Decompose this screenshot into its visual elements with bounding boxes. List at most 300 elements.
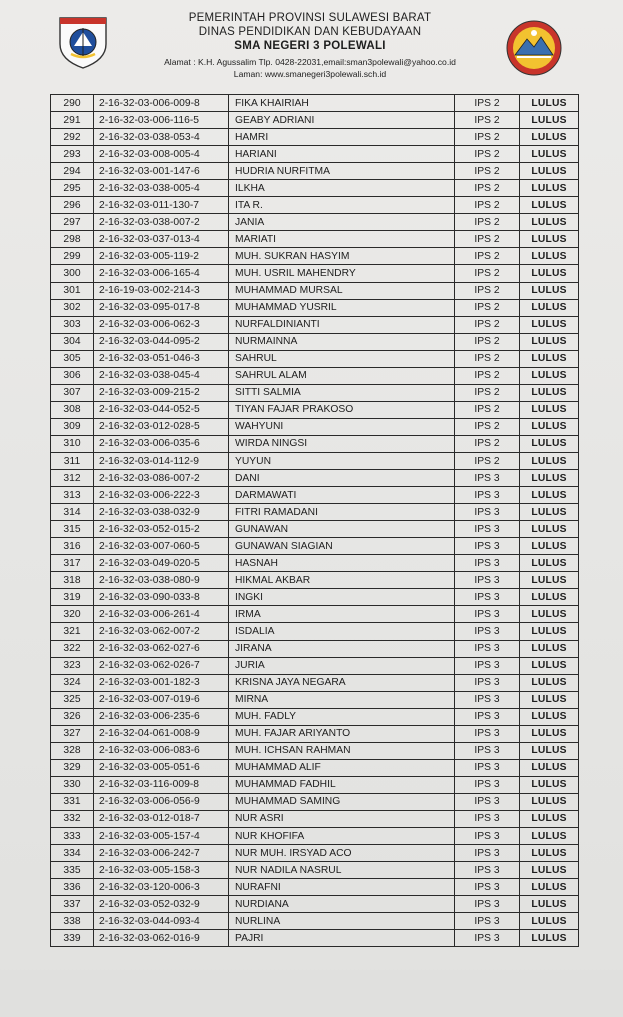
- row-number-cell: 301: [51, 282, 94, 299]
- row-number-cell: 309: [51, 418, 94, 435]
- row-number-cell: 314: [51, 504, 94, 521]
- student-id-cell: 2-16-32-03-006-261-4: [94, 606, 229, 623]
- status-cell: LULUS: [520, 367, 579, 384]
- student-id-cell: 2-16-32-03-011-130-7: [94, 197, 229, 214]
- student-id-cell: 2-16-32-03-007-060-5: [94, 538, 229, 555]
- status-cell: LULUS: [520, 452, 579, 469]
- row-number-cell: 300: [51, 265, 94, 282]
- table-row: [51, 487, 579, 504]
- status-cell: LULUS: [520, 862, 579, 879]
- student-id-cell: 2-16-32-03-044-093-4: [94, 913, 229, 930]
- student-id-cell: 2-16-32-03-001-147-6: [94, 163, 229, 180]
- status-cell: LULUS: [520, 555, 579, 572]
- row-number-cell: 316: [51, 538, 94, 555]
- student-name-cell: HARIANI: [229, 146, 455, 163]
- student-name-cell: GEABY ADRIANI: [229, 112, 455, 129]
- status-cell: LULUS: [520, 95, 579, 112]
- header-website: Laman: www.smanegeri3polewali.sch.id: [233, 69, 387, 79]
- status-cell: LULUS: [520, 913, 579, 930]
- class-cell: IPS 2: [455, 367, 520, 384]
- student-name-cell: YUYUN: [229, 452, 455, 469]
- row-number-cell: 334: [51, 845, 94, 862]
- class-cell: IPS 2: [455, 265, 520, 282]
- class-cell: IPS 2: [455, 95, 520, 112]
- table-row: [51, 776, 579, 793]
- row-number-cell: 326: [51, 708, 94, 725]
- row-number-cell: 308: [51, 401, 94, 418]
- student-name-cell: MUH. SUKRAN HASYIM: [229, 248, 455, 265]
- student-id-cell: 2-16-32-03-095-017-8: [94, 299, 229, 316]
- status-cell: LULUS: [520, 146, 579, 163]
- class-cell: IPS 3: [455, 759, 520, 776]
- class-cell: IPS 2: [455, 214, 520, 231]
- student-name-cell: MUH. FADLY: [229, 708, 455, 725]
- letterhead: [0, 0, 623, 92]
- row-number-cell: 335: [51, 862, 94, 879]
- student-id-cell: 2-16-32-03-116-009-8: [94, 776, 229, 793]
- class-cell: IPS 2: [455, 299, 520, 316]
- student-id-cell: 2-16-32-03-007-019-6: [94, 691, 229, 708]
- class-cell: IPS 3: [455, 691, 520, 708]
- row-number-cell: 333: [51, 828, 94, 845]
- table-row: [51, 333, 579, 350]
- student-id-cell: 2-16-32-03-051-046-3: [94, 350, 229, 367]
- class-cell: IPS 3: [455, 572, 520, 589]
- table-row: [51, 231, 579, 248]
- student-id-cell: 2-16-32-03-006-035-6: [94, 435, 229, 452]
- student-name-cell: NURFALDINIANTI: [229, 316, 455, 333]
- student-name-cell: GUNAWAN: [229, 521, 455, 538]
- student-id-cell: 2-16-32-03-012-018-7: [94, 810, 229, 827]
- row-number-cell: 306: [51, 367, 94, 384]
- row-number-cell: 338: [51, 913, 94, 930]
- graduation-table-wrapper: [50, 94, 579, 947]
- class-cell: IPS 3: [455, 640, 520, 657]
- student-name-cell: ISDALIA: [229, 623, 455, 640]
- class-cell: IPS 2: [455, 231, 520, 248]
- row-number-cell: 312: [51, 470, 94, 487]
- status-cell: LULUS: [520, 640, 579, 657]
- row-number-cell: 330: [51, 776, 94, 793]
- table-row: [51, 538, 579, 555]
- student-id-cell: 2-16-32-03-038-045-4: [94, 367, 229, 384]
- status-cell: LULUS: [520, 845, 579, 862]
- student-name-cell: HUDRIA NURFITMA: [229, 163, 455, 180]
- table-row: [51, 862, 579, 879]
- row-number-cell: 323: [51, 657, 94, 674]
- student-id-cell: 2-16-32-03-006-222-3: [94, 487, 229, 504]
- student-name-cell: MARIATI: [229, 231, 455, 248]
- student-name-cell: MIRNA: [229, 691, 455, 708]
- student-name-cell: MUHAMMAD SAMING: [229, 793, 455, 810]
- class-cell: IPS 3: [455, 742, 520, 759]
- status-cell: LULUS: [520, 879, 579, 896]
- row-number-cell: 328: [51, 742, 94, 759]
- student-id-cell: 2-16-32-03-086-007-2: [94, 470, 229, 487]
- table-row: [51, 214, 579, 231]
- graduation-table: [50, 94, 579, 947]
- student-name-cell: SAHRUL ALAM: [229, 367, 455, 384]
- table-row: [51, 555, 579, 572]
- student-name-cell: NUR NADILA NASRUL: [229, 862, 455, 879]
- status-cell: LULUS: [520, 674, 579, 691]
- table-row: [51, 282, 579, 299]
- table-row: [51, 828, 579, 845]
- status-cell: LULUS: [520, 112, 579, 129]
- status-cell: LULUS: [520, 810, 579, 827]
- student-name-cell: MUHAMMAD ALIF: [229, 759, 455, 776]
- table-row: [51, 793, 579, 810]
- status-cell: LULUS: [520, 793, 579, 810]
- table-row: [51, 572, 579, 589]
- student-name-cell: ITA R.: [229, 197, 455, 214]
- class-cell: IPS 3: [455, 623, 520, 640]
- student-id-cell: 2-16-32-03-062-027-6: [94, 640, 229, 657]
- class-cell: IPS 3: [455, 589, 520, 606]
- class-cell: IPS 2: [455, 282, 520, 299]
- student-name-cell: INGKI: [229, 589, 455, 606]
- table-row: [51, 435, 579, 452]
- class-cell: IPS 3: [455, 930, 520, 947]
- table-row: [51, 452, 579, 469]
- class-cell: IPS 2: [455, 163, 520, 180]
- class-cell: IPS 3: [455, 828, 520, 845]
- class-cell: IPS 3: [455, 708, 520, 725]
- student-id-cell: 2-16-32-03-006-242-7: [94, 845, 229, 862]
- row-number-cell: 305: [51, 350, 94, 367]
- status-cell: LULUS: [520, 896, 579, 913]
- table-row: [51, 95, 579, 112]
- page-bottom-margin: [0, 970, 623, 1017]
- row-number-cell: 299: [51, 248, 94, 265]
- student-id-cell: 2-16-32-03-120-006-3: [94, 879, 229, 896]
- table-row: [51, 384, 579, 401]
- student-name-cell: KRISNA JAYA NEGARA: [229, 674, 455, 691]
- class-cell: IPS 2: [455, 197, 520, 214]
- row-number-cell: 294: [51, 163, 94, 180]
- status-cell: LULUS: [520, 589, 579, 606]
- header-line-school: SMA NEGERI 3 POLEWALI: [234, 40, 386, 52]
- table-row: [51, 589, 579, 606]
- province-emblem-icon: [54, 14, 112, 70]
- row-number-cell: 321: [51, 623, 94, 640]
- student-id-cell: 2-16-32-03-005-051-6: [94, 759, 229, 776]
- student-id-cell: 2-16-32-03-012-028-5: [94, 418, 229, 435]
- header-line-department: DINAS PENDIDIKAN DAN KEBUDAYAAN: [198, 26, 422, 38]
- table-row: [51, 623, 579, 640]
- student-id-cell: 2-16-32-03-014-112-9: [94, 452, 229, 469]
- student-id-cell: 2-16-32-03-062-026-7: [94, 657, 229, 674]
- table-row: [51, 879, 579, 896]
- student-name-cell: ILKHA: [229, 180, 455, 197]
- table-row: [51, 367, 579, 384]
- row-number-cell: 327: [51, 725, 94, 742]
- row-number-cell: 310: [51, 435, 94, 452]
- student-name-cell: DARMAWATI: [229, 487, 455, 504]
- status-cell: LULUS: [520, 776, 579, 793]
- student-name-cell: NURLINA: [229, 913, 455, 930]
- school-logo-icon: [503, 19, 565, 77]
- table-row: [51, 691, 579, 708]
- status-cell: LULUS: [520, 316, 579, 333]
- table-row: [51, 316, 579, 333]
- table-row: [51, 759, 579, 776]
- student-name-cell: MUH. ICHSAN RAHMAN: [229, 742, 455, 759]
- student-name-cell: NUR ASRI: [229, 810, 455, 827]
- table-row: [51, 845, 579, 862]
- row-number-cell: 322: [51, 640, 94, 657]
- student-id-cell: 2-16-19-03-002-214-3: [94, 282, 229, 299]
- class-cell: IPS 3: [455, 487, 520, 504]
- class-cell: IPS 3: [455, 913, 520, 930]
- student-name-cell: NUR MUH. IRSYAD ACO: [229, 845, 455, 862]
- table-row: [51, 418, 579, 435]
- header-address: Alamat : K.H. Agussalim Tlp. 0428-22031,email:sman3polewali@yahoo.co.id: [164, 57, 456, 67]
- row-number-cell: 304: [51, 333, 94, 350]
- row-number-cell: 318: [51, 572, 94, 589]
- student-name-cell: MUHAMMAD MURSAL: [229, 282, 455, 299]
- status-cell: LULUS: [520, 401, 579, 418]
- status-cell: LULUS: [520, 742, 579, 759]
- class-cell: IPS 2: [455, 180, 520, 197]
- class-cell: IPS 2: [455, 384, 520, 401]
- class-cell: IPS 3: [455, 896, 520, 913]
- table-row: [51, 197, 579, 214]
- status-cell: LULUS: [520, 418, 579, 435]
- row-number-cell: 298: [51, 231, 94, 248]
- class-cell: IPS 2: [455, 452, 520, 469]
- status-cell: LULUS: [520, 828, 579, 845]
- student-name-cell: WIRDA NINGSI: [229, 435, 455, 452]
- table-row: [51, 657, 579, 674]
- row-number-cell: 317: [51, 555, 94, 572]
- class-cell: IPS 2: [455, 435, 520, 452]
- class-cell: IPS 3: [455, 845, 520, 862]
- student-name-cell: GUNAWAN SIAGIAN: [229, 538, 455, 555]
- student-id-cell: 2-16-32-03-006-009-8: [94, 95, 229, 112]
- student-name-cell: DANI: [229, 470, 455, 487]
- table-row: [51, 708, 579, 725]
- student-id-cell: 2-16-32-03-052-032-9: [94, 896, 229, 913]
- class-cell: IPS 2: [455, 146, 520, 163]
- table-row: [51, 810, 579, 827]
- student-name-cell: MUH. FAJAR ARIYANTO: [229, 725, 455, 742]
- student-id-cell: 2-16-32-03-038-032-9: [94, 504, 229, 521]
- status-cell: LULUS: [520, 333, 579, 350]
- class-cell: IPS 2: [455, 350, 520, 367]
- class-cell: IPS 3: [455, 793, 520, 810]
- table-row: [51, 896, 579, 913]
- table-row: [51, 350, 579, 367]
- class-cell: IPS 2: [455, 316, 520, 333]
- student-id-cell: 2-16-32-03-038-007-2: [94, 214, 229, 231]
- status-cell: LULUS: [520, 384, 579, 401]
- row-number-cell: 303: [51, 316, 94, 333]
- status-cell: LULUS: [520, 691, 579, 708]
- table-row: [51, 129, 579, 146]
- student-id-cell: 2-16-32-03-006-056-9: [94, 793, 229, 810]
- status-cell: LULUS: [520, 487, 579, 504]
- status-cell: LULUS: [520, 725, 579, 742]
- table-row: [51, 504, 579, 521]
- row-number-cell: 315: [51, 521, 94, 538]
- status-cell: LULUS: [520, 572, 579, 589]
- student-id-cell: 2-16-32-03-005-157-4: [94, 828, 229, 845]
- row-number-cell: 311: [51, 452, 94, 469]
- row-number-cell: 324: [51, 674, 94, 691]
- row-number-cell: 336: [51, 879, 94, 896]
- status-cell: LULUS: [520, 657, 579, 674]
- student-id-cell: 2-16-32-03-052-015-2: [94, 521, 229, 538]
- class-cell: IPS 3: [455, 776, 520, 793]
- student-id-cell: 2-16-32-03-062-016-9: [94, 930, 229, 947]
- table-row: [51, 163, 579, 180]
- row-number-cell: 293: [51, 146, 94, 163]
- student-id-cell: 2-16-32-03-009-215-2: [94, 384, 229, 401]
- status-cell: LULUS: [520, 180, 579, 197]
- class-cell: IPS 3: [455, 674, 520, 691]
- table-row: [51, 913, 579, 930]
- class-cell: IPS 2: [455, 401, 520, 418]
- student-name-cell: WAHYUNI: [229, 418, 455, 435]
- status-cell: LULUS: [520, 231, 579, 248]
- student-id-cell: 2-16-32-03-005-119-2: [94, 248, 229, 265]
- student-name-cell: NURDIANA: [229, 896, 455, 913]
- student-name-cell: IRMA: [229, 606, 455, 623]
- student-id-cell: 2-16-32-03-008-005-4: [94, 146, 229, 163]
- row-number-cell: 297: [51, 214, 94, 231]
- status-cell: LULUS: [520, 163, 579, 180]
- table-row: [51, 248, 579, 265]
- row-number-cell: 325: [51, 691, 94, 708]
- row-number-cell: 291: [51, 112, 94, 129]
- row-number-cell: 320: [51, 606, 94, 623]
- table-row: [51, 930, 579, 947]
- student-id-cell: 2-16-32-03-005-158-3: [94, 862, 229, 879]
- class-cell: IPS 3: [455, 555, 520, 572]
- row-number-cell: 290: [51, 95, 94, 112]
- status-cell: LULUS: [520, 930, 579, 947]
- status-cell: LULUS: [520, 759, 579, 776]
- student-name-cell: JIRANA: [229, 640, 455, 657]
- student-name-cell: TIYAN FAJAR PRAKOSO: [229, 401, 455, 418]
- row-number-cell: 337: [51, 896, 94, 913]
- student-id-cell: 2-16-32-03-006-235-6: [94, 708, 229, 725]
- table-row: [51, 640, 579, 657]
- status-cell: LULUS: [520, 606, 579, 623]
- student-id-cell: 2-16-32-03-090-033-8: [94, 589, 229, 606]
- class-cell: IPS 2: [455, 129, 520, 146]
- class-cell: IPS 3: [455, 810, 520, 827]
- status-cell: LULUS: [520, 197, 579, 214]
- student-id-cell: 2-16-32-03-044-052-5: [94, 401, 229, 418]
- status-cell: LULUS: [520, 129, 579, 146]
- row-number-cell: 307: [51, 384, 94, 401]
- header-line-government: PEMERINTAH PROVINSI SULAWESI BARAT: [188, 12, 432, 24]
- row-number-cell: 332: [51, 810, 94, 827]
- student-name-cell: HIKMAL AKBAR: [229, 572, 455, 589]
- student-id-cell: 2-16-32-03-062-007-2: [94, 623, 229, 640]
- class-cell: IPS 3: [455, 879, 520, 896]
- student-id-cell: 2-16-32-03-038-053-4: [94, 129, 229, 146]
- class-cell: IPS 3: [455, 470, 520, 487]
- student-name-cell: HASNAH: [229, 555, 455, 572]
- class-cell: IPS 3: [455, 606, 520, 623]
- table-row: [51, 674, 579, 691]
- student-name-cell: JURIA: [229, 657, 455, 674]
- class-cell: IPS 2: [455, 418, 520, 435]
- table-body: [51, 95, 579, 947]
- status-cell: LULUS: [520, 708, 579, 725]
- student-name-cell: MUHAMMAD FADHIL: [229, 776, 455, 793]
- status-cell: LULUS: [520, 435, 579, 452]
- table-row: [51, 742, 579, 759]
- status-cell: LULUS: [520, 538, 579, 555]
- class-cell: IPS 3: [455, 538, 520, 555]
- table-row: [51, 401, 579, 418]
- table-row: [51, 299, 579, 316]
- student-name-cell: FITRI RAMADANI: [229, 504, 455, 521]
- row-number-cell: 292: [51, 129, 94, 146]
- row-number-cell: 295: [51, 180, 94, 197]
- row-number-cell: 313: [51, 487, 94, 504]
- student-id-cell: 2-16-32-03-038-005-4: [94, 180, 229, 197]
- student-name-cell: FIKA KHAIRIAH: [229, 95, 455, 112]
- table-row: [51, 521, 579, 538]
- class-cell: IPS 3: [455, 504, 520, 521]
- class-cell: IPS 3: [455, 725, 520, 742]
- student-id-cell: 2-16-32-03-037-013-4: [94, 231, 229, 248]
- class-cell: IPS 3: [455, 657, 520, 674]
- row-number-cell: 331: [51, 793, 94, 810]
- table-row: [51, 470, 579, 487]
- row-number-cell: 319: [51, 589, 94, 606]
- student-name-cell: NURMAINNA: [229, 333, 455, 350]
- student-name-cell: PAJRI: [229, 930, 455, 947]
- class-cell: IPS 3: [455, 521, 520, 538]
- status-cell: LULUS: [520, 214, 579, 231]
- status-cell: LULUS: [520, 282, 579, 299]
- table-row: [51, 725, 579, 742]
- table-row: [51, 112, 579, 129]
- class-cell: IPS 2: [455, 248, 520, 265]
- status-cell: LULUS: [520, 521, 579, 538]
- student-name-cell: JANIA: [229, 214, 455, 231]
- student-id-cell: 2-16-32-03-006-116-5: [94, 112, 229, 129]
- class-cell: IPS 2: [455, 112, 520, 129]
- status-cell: LULUS: [520, 350, 579, 367]
- student-name-cell: NURAFNI: [229, 879, 455, 896]
- student-id-cell: 2-16-32-03-044-095-2: [94, 333, 229, 350]
- student-id-cell: 2-16-32-03-038-080-9: [94, 572, 229, 589]
- status-cell: LULUS: [520, 504, 579, 521]
- status-cell: LULUS: [520, 470, 579, 487]
- table-row: [51, 606, 579, 623]
- student-name-cell: MUH. USRIL MAHENDRY: [229, 265, 455, 282]
- student-id-cell: 2-16-32-04-061-008-9: [94, 725, 229, 742]
- row-number-cell: 339: [51, 930, 94, 947]
- table-row: [51, 146, 579, 163]
- row-number-cell: 329: [51, 759, 94, 776]
- student-id-cell: 2-16-32-03-006-083-6: [94, 742, 229, 759]
- student-id-cell: 2-16-32-03-006-062-3: [94, 316, 229, 333]
- student-id-cell: 2-16-32-03-049-020-5: [94, 555, 229, 572]
- status-cell: LULUS: [520, 299, 579, 316]
- status-cell: LULUS: [520, 248, 579, 265]
- status-cell: LULUS: [520, 623, 579, 640]
- student-name-cell: SAHRUL: [229, 350, 455, 367]
- class-cell: IPS 2: [455, 333, 520, 350]
